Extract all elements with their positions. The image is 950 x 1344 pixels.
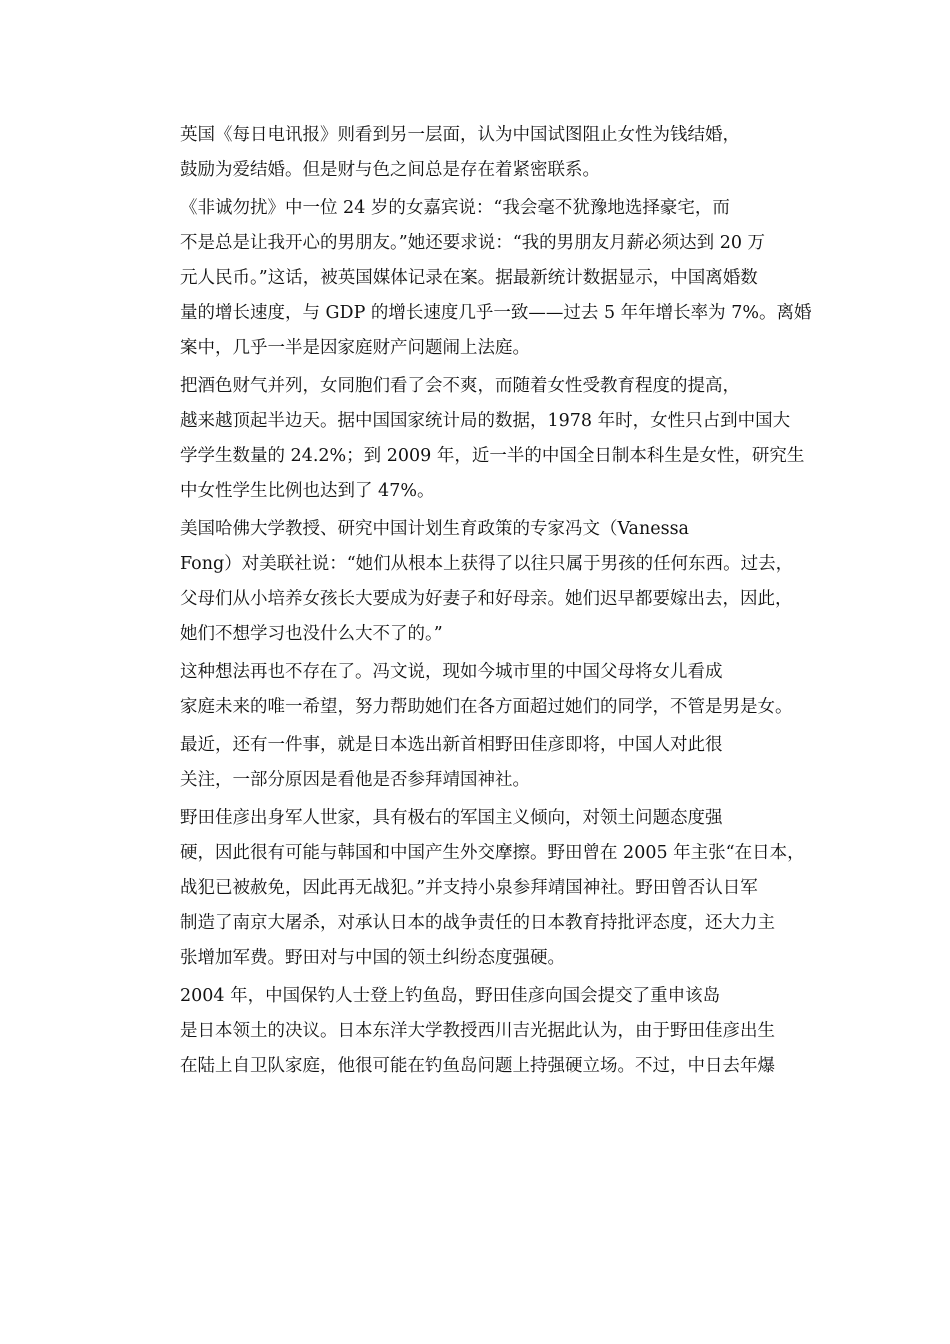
paragraph-if-you-are-the-one: [145, 191, 812, 366]
text-line: 英国《每日电讯报》则看到另一层面，认为中国试图阻止女性为钱结婚，: [180, 125, 740, 145]
text-line: 家庭未来的唯一希望，努力帮助她们在各方面超过她们的同学，不管是男是女。: [180, 697, 793, 717]
text-line: 学学生数量的 24.2%；到 2009 年，近一半的中国全日制本科生是女性，研究生: [180, 446, 805, 466]
text-line: 美国哈佛大学教授、研究中国计划生育政策的专家冯文（Vanessa: [180, 519, 689, 539]
text-line: 是日本领土的决议。日本东洋大学教授西川吉光据此认为，由于野田佳彦出生: [180, 1021, 775, 1041]
paragraph-women-education: [145, 369, 807, 509]
text-line: 中女性学生比例也达到了 47%。: [180, 481, 435, 501]
text-line: 张增加军费。野田对与中国的领土纠纷态度强硬。: [180, 948, 565, 968]
text-line: 硬，因此很有可能与韩国和中国产生外交摩擦。野田曾在 2005 年主张“在日本，: [180, 843, 805, 863]
text-line: 最近，还有一件事，就是日本选出新首相野田佳彦即将，中国人对此很: [180, 735, 723, 755]
text-line: 越来越顶起半边天。据中国国家统计局的数据，1978 年时，女性只占到中国大: [180, 411, 791, 431]
text-line: 《非诚勿扰》中一位 24 岁的女嘉宾说：“我会毫不犹豫地选择豪宅，而: [180, 198, 730, 218]
text-line: 不是总是让我开心的男朋友。”她还要求说：“我的男朋友月薪必须达到 20 万: [180, 233, 766, 253]
text-line: 在陆上自卫队家庭，他很可能在钓鱼岛问题上持强硬立场。不过，中日去年爆: [180, 1056, 775, 1076]
text-line: 鼓励为爱结婚。但是财与色之间总是存在着紧密联系。: [180, 160, 600, 180]
text-line: 父母们从小培养女孩长大要成为好妻子和好母亲。她们迟早都要嫁出去，因此，: [180, 589, 793, 609]
paragraph-diaoyu-islands: [145, 979, 807, 1084]
text-line: 战犯已被赦免，因此再无战犯。”并支持小泉参拜靖国神社。野田曾否认日军: [180, 878, 758, 898]
paragraph-vanessa-fong: [145, 512, 807, 652]
paragraph-parents-hope: [145, 655, 807, 725]
article-body: [145, 118, 812, 1087]
text-line: 量的增长速度，与 GDP 的增长速度几乎一致——过去 5 年年增长率为 7%。离婚: [180, 303, 812, 323]
text-line: 这种想法再也不存在了。冯文说，现如今城市里的中国父母将女儿看成: [180, 662, 723, 682]
text-line: 2004 年，中国保钓人士登上钓鱼岛，野田佳彦向国会提交了重申该岛: [180, 986, 721, 1006]
text-line: Fong）对美联社说：“她们从根本上获得了以往只属于男孩的任何东西。过去，: [180, 554, 794, 574]
text-line: 她们不想学习也没什么大不了的。”: [180, 624, 443, 644]
paragraph-telegraph: [145, 118, 807, 188]
paragraph-new-prime-minister: [145, 728, 807, 798]
text-line: 案中，几乎一半是因家庭财产问题闹上法庭。: [180, 338, 530, 358]
text-line: 元人民币。”这话，被英国媒体记录在案。据最新统计数据显示，中国离婚数: [180, 268, 758, 288]
text-line: 关注，一部分原因是看他是否参拜靖国神社。: [180, 770, 530, 790]
text-line: 野田佳彦出身军人世家，具有极右的军国主义倾向，对领土问题态度强: [180, 808, 723, 828]
text-line: 把酒色财气并列，女同胞们看了会不爽，而随着女性受教育程度的提高，: [180, 376, 740, 396]
text-line: 制造了南京大屠杀，对承认日本的战争责任的日本教育持批评态度，还大力主: [180, 913, 775, 933]
paragraph-noda-background: [145, 801, 807, 976]
